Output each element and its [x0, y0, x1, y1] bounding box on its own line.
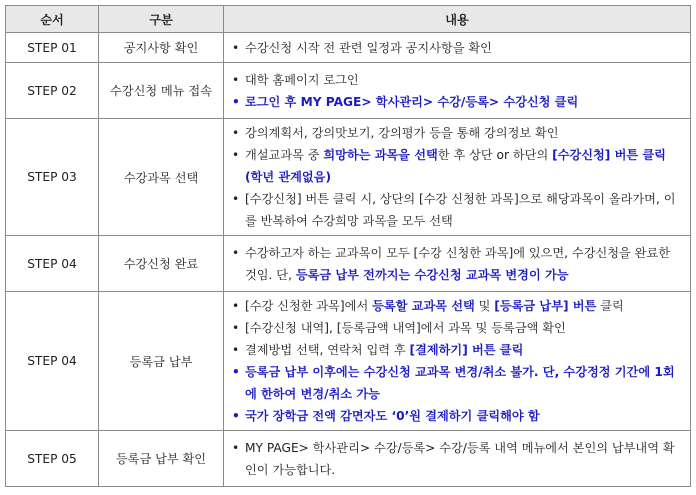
content-list [230, 242, 684, 286]
table-row [6, 292, 691, 431]
bullet-item [230, 317, 684, 339]
content-cell [224, 236, 691, 292]
text-segment: 국가 장학금 전액 감면자도 ‘0’원 결제하기 클릭해야 함 [245, 409, 540, 423]
table-row [6, 431, 691, 487]
header-content: 내용 [224, 6, 691, 33]
text-segment: 로그인 후 MY PAGE> 학사관리> 수강/등록> 수강신청 클릭 [245, 94, 579, 109]
bullet-item [230, 339, 684, 361]
highlight-text: [등록금 납부] 버튼 [494, 299, 597, 313]
bullet-item [230, 295, 684, 317]
content-cell [224, 33, 691, 63]
bullet-item [230, 144, 684, 188]
text-segment: 대학 홈페이지 로그인 [245, 72, 359, 87]
content-list [230, 37, 684, 59]
bullet-item [230, 361, 684, 405]
bullet-item [230, 91, 684, 113]
highlight-text: 등록금 납부 전까지는 수강신청 교과목 변경이 가능 [295, 267, 569, 282]
text-segment: 등록금 납부 이후에는 수강신청 교과목 변경/취소 불가. 단, 수강정정 기간에 1회에 한하여 변경/취소 가능 [245, 365, 675, 401]
step-cell: STEP 03 [6, 119, 99, 236]
step-cell: STEP 01 [6, 33, 99, 63]
content-cell [224, 292, 691, 431]
bullet-item [230, 405, 684, 427]
text-segment: [수강 신청한 과목]에서 [245, 299, 373, 313]
text-segment: 강의계획서, 강의맛보기, 강의평가 등을 통해 강의정보 확인 [245, 126, 559, 140]
content-cell [224, 431, 691, 487]
category-cell: 수강신청 완료 [99, 236, 224, 292]
text-segment: 결제방법 선택, 연락처 입력 후 [245, 343, 410, 357]
category-cell: 등록금 납부 [99, 292, 224, 431]
highlight-text: 등록할 교과목 선택 [372, 299, 475, 313]
content-list [230, 295, 684, 427]
highlight-text: [수강신청] 버튼 클릭 (학년 관계없음) [245, 148, 666, 184]
content-list [230, 437, 684, 481]
table-row [6, 33, 691, 63]
highlight-text: [결제하기] 버튼 클릭 [409, 343, 524, 357]
text-segment: [수강신청 내역], [등록금액 내역]에서 과목 및 등록금액 확인 [245, 321, 566, 335]
text-segment: 수강신청 시작 전 관련 일정과 공지사항을 확인 [245, 40, 492, 55]
bullet-item [230, 37, 684, 59]
bullet-item [230, 242, 684, 286]
category-cell: 공지사항 확인 [99, 33, 224, 63]
bullet-item [230, 69, 684, 91]
bullet-item [230, 122, 684, 144]
text-segment: 및 [474, 299, 495, 313]
text-segment: MY PAGE> 학사관리> 수강/등록> 수강/등록 내역 메뉴에서 본인의 납부내역 확인이 가능합니다. [245, 440, 675, 477]
bullet-item [230, 437, 684, 481]
content-list [230, 69, 684, 113]
header-category: 구분 [99, 6, 224, 33]
text-segment: 수강하고자 하는 교과목이 모두 [수강 신청한 과목]에 있으면, 수강신청을 완료한 것임. 단, [245, 245, 670, 282]
content-cell [224, 63, 691, 119]
table-row [6, 63, 691, 119]
steps-table [5, 5, 691, 487]
step-cell: STEP 04 [6, 236, 99, 292]
category-cell: 등록금 납부 확인 [99, 431, 224, 487]
header-order: 순서 [6, 6, 99, 33]
bullet-item [230, 188, 684, 232]
step-cell: STEP 02 [6, 63, 99, 119]
text-segment: 한 후 상단 or 하단의 [437, 148, 553, 162]
table-row [6, 119, 691, 236]
content-list [230, 122, 684, 232]
step-cell: STEP 04 [6, 292, 99, 431]
category-cell: 수강과목 선택 [99, 119, 224, 236]
text-segment: 개설교과목 중 [245, 148, 324, 162]
highlight-text: 희망하는 과목을 선택 [323, 148, 438, 162]
step-cell: STEP 05 [6, 431, 99, 487]
text-segment: 클릭 [596, 299, 624, 313]
category-cell: 수강신청 메뉴 접속 [99, 63, 224, 119]
table-row [6, 236, 691, 292]
content-cell [224, 119, 691, 236]
table-header-row [6, 6, 691, 33]
text-segment: [수강신청] 버튼 클릭 시, 상단의 [수강 신청한 과목]으로 해당과목이 올라가며, 이를 반복하여 수강희망 과목을 모두 선택 [245, 192, 676, 228]
